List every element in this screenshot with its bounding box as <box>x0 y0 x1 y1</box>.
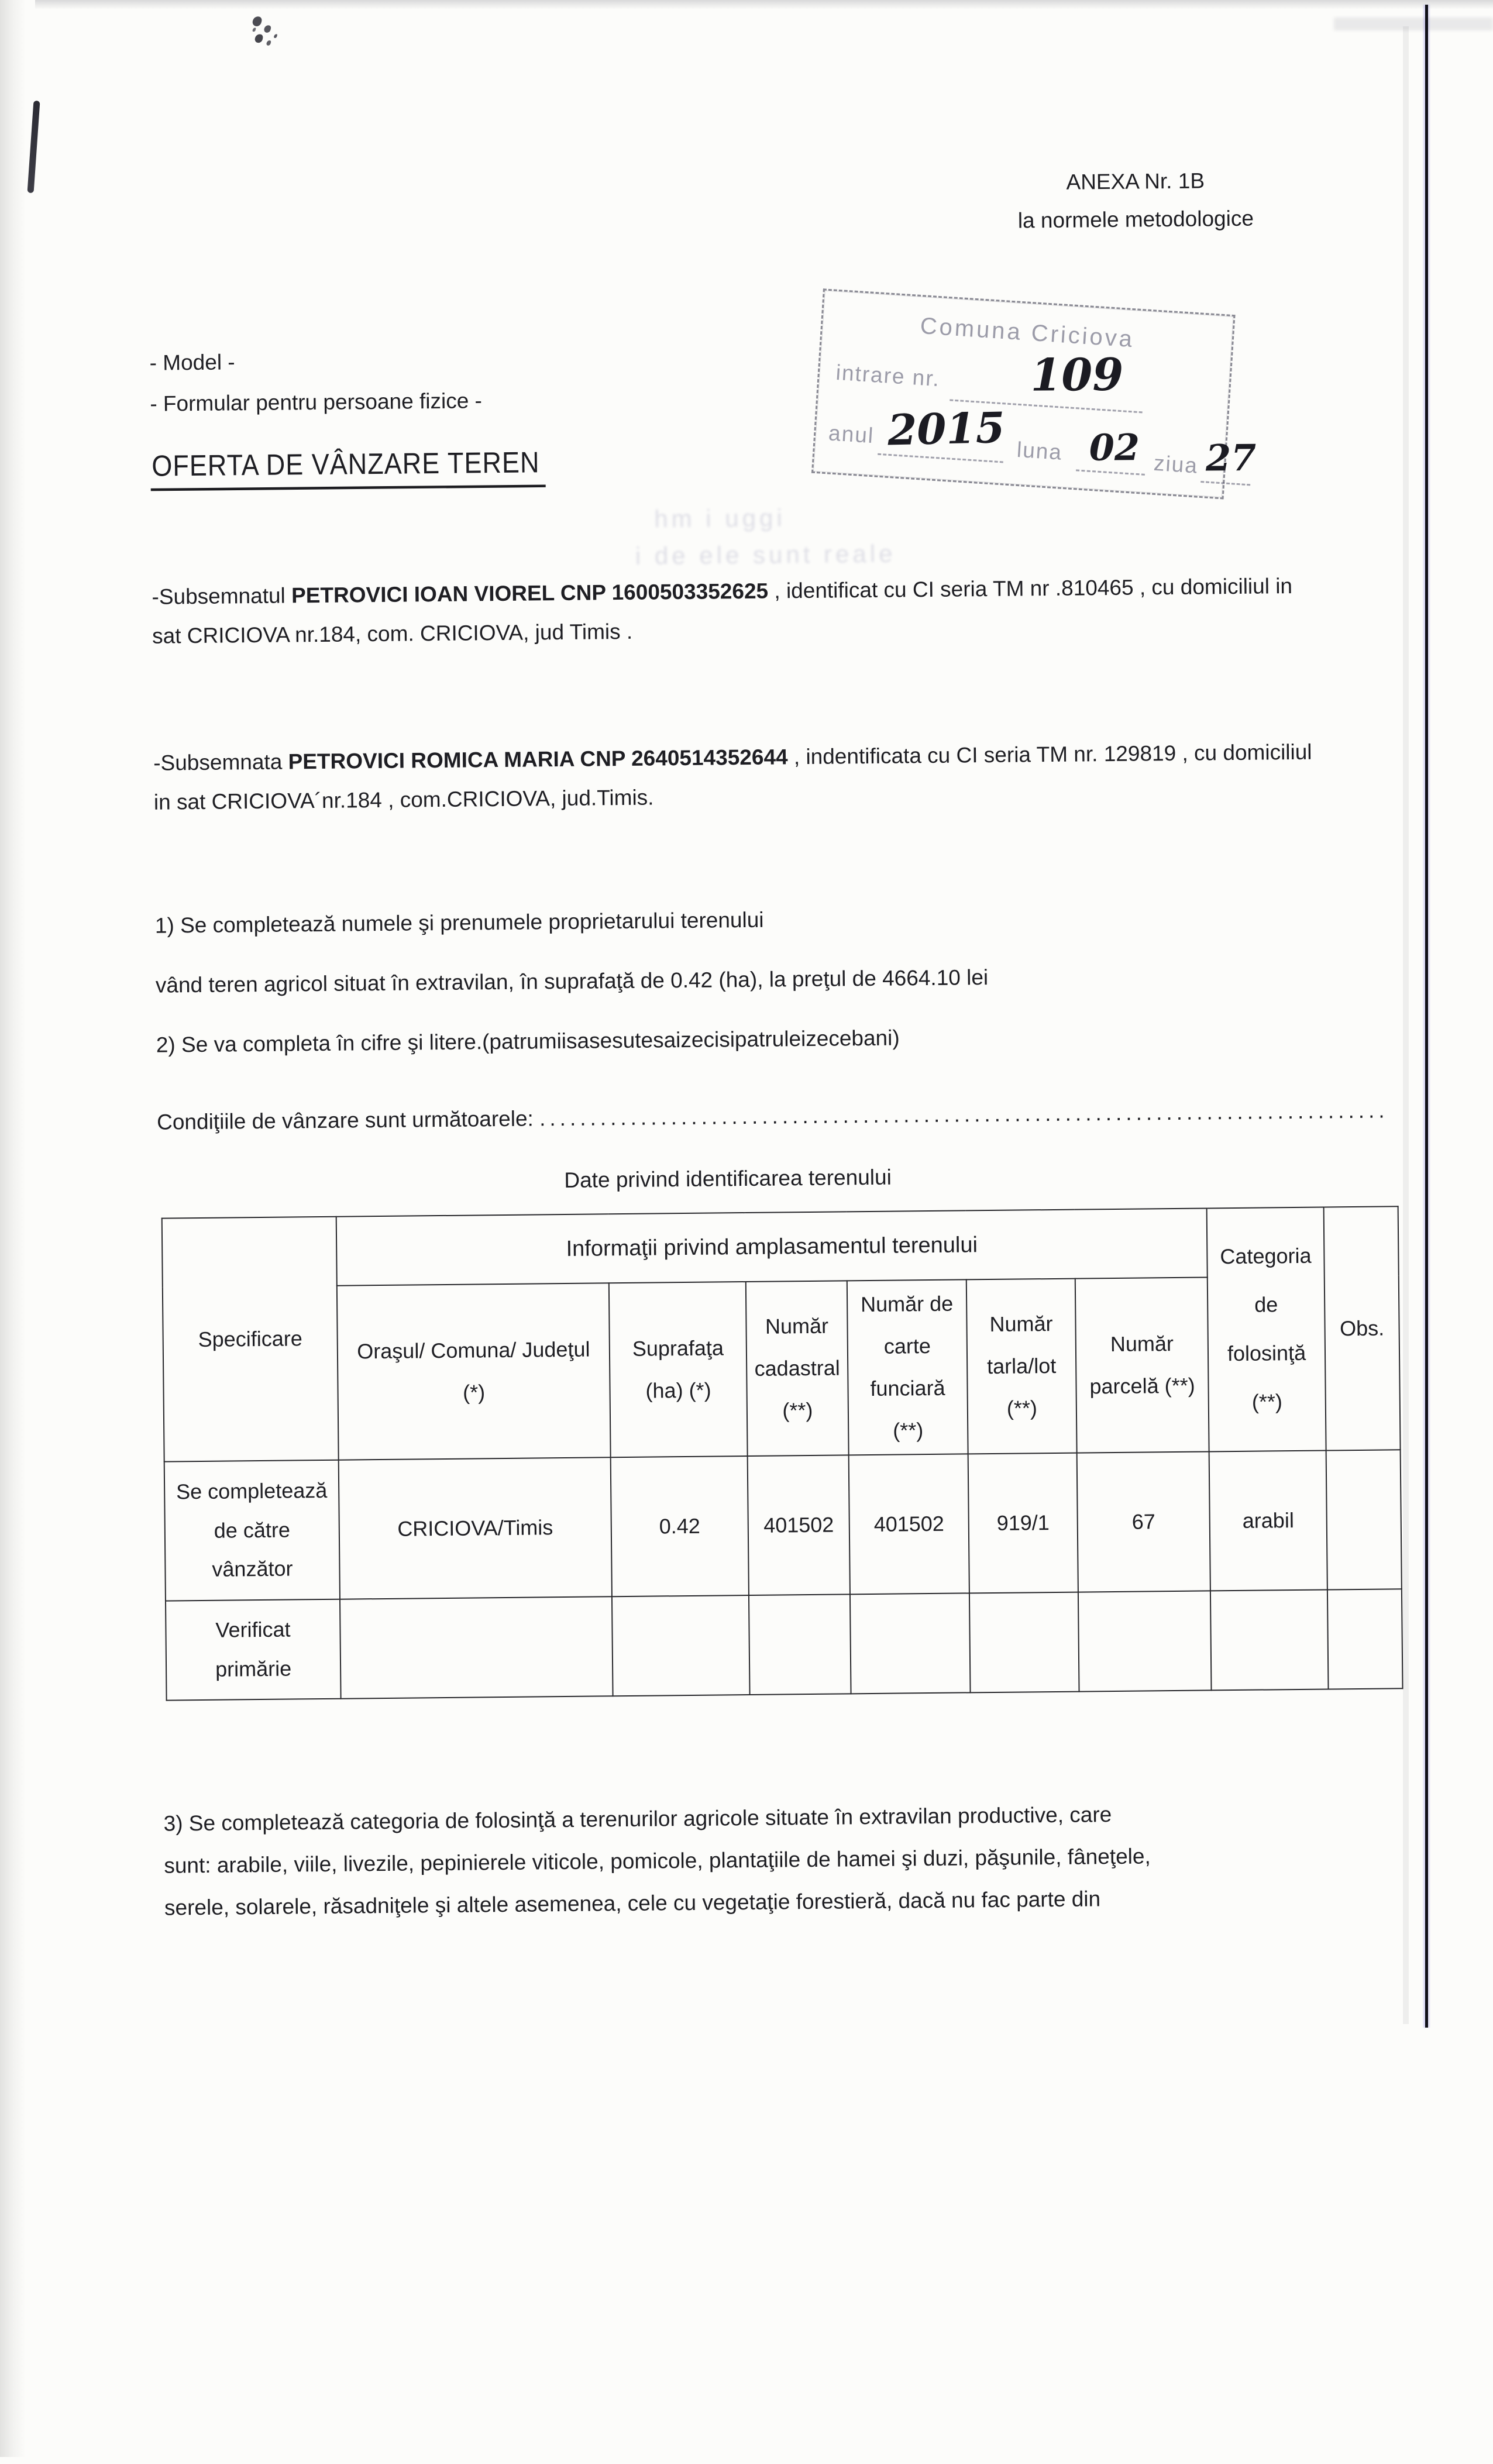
cell-tarla-lot: 919/1 <box>968 1453 1078 1594</box>
registration-stamp <box>811 288 1257 499</box>
bleed-through-text-2: i de ele sunt reale <box>635 539 896 570</box>
cell-obs <box>1326 1450 1402 1589</box>
note-2: 2) Se va completa în cifre şi litere.(patrumiisasesutesaizecisipatruleizecebani) <box>156 1025 900 1057</box>
seller-row-label: Se completează de către vânzător <box>164 1460 340 1601</box>
verify-cell-cadastral <box>749 1594 851 1695</box>
verify-cell-area <box>612 1595 750 1696</box>
stamp-month-handwritten: 02 <box>1089 426 1140 469</box>
header-numar-parcela: Număr parcelă (**) <box>1075 1277 1209 1453</box>
seller1-paragraph <box>152 567 1316 656</box>
stamp-day-label: ziua <box>1153 450 1199 478</box>
annex-title: ANEXA Nr. 1B <box>1066 168 1205 194</box>
bleed-through-text-1: hm i uggi <box>654 504 786 533</box>
note-3-line-1: 3) Se completează categoria de folosinţă a terenurilor agricole situate în extravilan productive, care <box>163 1802 1112 1836</box>
conditions-line <box>156 1092 1389 1142</box>
note-3-line-2: sunt: arabile, viile, livezile, pepinierele viticole, pomicole, plantaţiile de hamei şi duzi, păşunile, fâneţele, <box>164 1844 1151 1878</box>
header-suprafata: Suprafaţa (ha) (*) <box>609 1282 748 1457</box>
land-identification-table <box>161 1206 1403 1701</box>
header-specificare: Specificare <box>162 1217 339 1462</box>
stamp-year-handwritten: 2015 <box>887 402 1006 455</box>
stamp-year-label: anul <box>828 421 875 448</box>
verify-cell-location <box>340 1596 613 1698</box>
note-3-line-3: serele, solarele, răsadniţele şi altele asemenea, cele cu vegetaţie forestieră, dacă nu fac parte din <box>164 1887 1101 1920</box>
cell-land-book-number: 401502 <box>849 1454 969 1594</box>
verify-cell-obs <box>1327 1589 1403 1689</box>
cell-parcel-number: 67 <box>1077 1451 1210 1592</box>
header-obs: Obs. <box>1324 1206 1401 1450</box>
stamp-org-name: Comuna Criciova <box>919 312 1136 353</box>
cell-location: CRICIOVA/Timis <box>339 1457 612 1599</box>
seller1-intro: -Subsemnatul <box>152 583 292 609</box>
stamp-entry-number-handwritten: 109 <box>1030 348 1124 401</box>
annex-subtitle: la normele metodologice <box>1017 206 1254 233</box>
verify-row <box>166 1589 1403 1700</box>
header-oras-comuna-judet: Oraşul/ Comuna/ Judeţul (*) <box>337 1283 611 1460</box>
sale-declaration-line: vând teren agricol situat în extravilan, în suprafaţă de 0.42 (ha), la preţul de 4664.10 lei <box>155 965 989 997</box>
document-title: OFERTA DE VÂNZARE TEREN <box>150 445 546 491</box>
seller1-name-cnp: PETROVICI IOAN VIOREL CNP 1600503352625 <box>291 579 769 608</box>
verify-cell-tarla <box>969 1592 1079 1693</box>
seller2-intro: -Subsemnata <box>153 749 288 775</box>
stamp-day-line <box>1200 481 1250 486</box>
header-numar-carte-funciara: Număr de carte funciară (**) <box>847 1279 968 1455</box>
note-1: 1) Se completează numele şi prenumele proprietarului terenului <box>154 907 764 938</box>
seller-data-row <box>164 1450 1402 1601</box>
annex-header <box>985 161 1285 240</box>
cell-cadastral-number: 401502 <box>748 1455 850 1595</box>
seller2-name-cnp: PETROVICI ROMICA MARIA CNP 2640514352644 <box>288 745 788 774</box>
stamp-entry-label: intrare nr. <box>835 360 941 391</box>
stamp-day-handwritten: 27 <box>1205 436 1257 480</box>
form-type-label: - Formular pentru persoane fizice - <box>150 388 483 416</box>
verify-cell-category <box>1210 1590 1329 1691</box>
stamp-month-line <box>1076 469 1145 476</box>
header-numar-cadastral: Număr cadastral (**) <box>746 1281 849 1456</box>
stamp-month-label: luna <box>1016 437 1064 464</box>
verify-row-label: Verificat primărie <box>166 1599 341 1701</box>
verify-cell-parcel <box>1078 1591 1212 1691</box>
verify-cell-land-book <box>850 1593 971 1694</box>
seller2-paragraph <box>153 733 1318 822</box>
header-numar-tarla-lot: Număr tarla/lot (**) <box>966 1279 1077 1454</box>
note-3 <box>163 1791 1381 1929</box>
conditions-label: Condiţiile de vânzare sunt următoarele: <box>156 1106 534 1134</box>
cell-category: arabil <box>1209 1451 1327 1591</box>
model-label: - Model - <box>149 350 235 375</box>
conditions-dotted-line: .................................................................................... <box>539 1098 1389 1131</box>
table-caption: Date privind identificarea terenului <box>564 1165 892 1192</box>
cell-area: 0.42 <box>611 1456 749 1596</box>
seller2-details: , indentificata cu CI seria TM nr. 129819 , cu domiciliul in sat CRICIOVA´nr.184 , com.CRICIOVA, jud.Timis. <box>153 739 1312 814</box>
header-amplasament-span: Informaţii privind amplasamentul terenului <box>336 1208 1208 1285</box>
header-categoria-folosinta: Categoria de folosinţă (**) <box>1207 1207 1326 1452</box>
seller1-details: , identificat cu CI seria TM nr .810465 , cu domiciliul in sat CRICIOVA nr.184, com. CRICIOVA, jud Timis . <box>152 574 1293 648</box>
stamp-year-line <box>878 453 1003 463</box>
